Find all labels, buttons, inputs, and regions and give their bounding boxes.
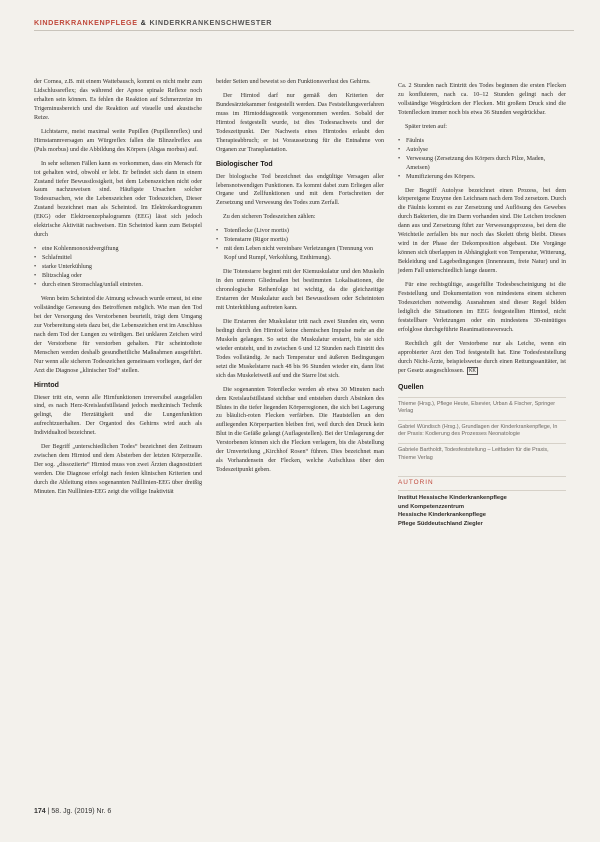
paragraph: Für eine rechtsgültige, ausgefüllte Todesbescheinigung ist die Feststellung und Dokumentation von mindestens einem sicheren Todeszeichen notwendig. Ausnahmen sind dieser Regel bilden lediglich die Situationen im EEG festgestellten Hirntod, nicht feststellbare Verletzungen oder ein mindestens 30-minütiges erfolglose durchgeführte Reanimationsversuch. (398, 282, 566, 333)
list-item: • eine Kohlenmonoxidvergiftung (34, 245, 202, 254)
list-item: • Autolyse (398, 146, 566, 155)
footer-separator: | (47, 808, 52, 815)
list-item: • Totenflecke (Livor mortis) (216, 227, 384, 236)
text-column-2 (216, 78, 384, 480)
paragraph (398, 340, 566, 376)
paragraph: Später treten auf: (405, 123, 447, 130)
list-item: • Blitzschlag oder (34, 272, 202, 281)
paragraph: Die Erstarren der Muskulatur tritt nach zwei Stunden ein, wenn bedingt durch den Hirntod keine chemischen Impulse mehr an die Muskeln gelangen. So setzt die Muskulatur erstarrt, bis sie sich wieder entsteht, und in zwischen 6 und 12 Stunden nach Eintritt des Todes vollständig. Je nach Temperatur und äußeren Bedingungen setzt die Muskelstarre nach 48 bis 96 Stunden wieder ein, dann löst sich das Muskeleiweiß auf und die Starre löst sich. (216, 318, 384, 379)
paragraph-text: Rechtlich gilt der Verstorbene nur als Leiche, wenn ein approbierter Arzt den Tod festgestellt hat. Eine Todesfeststellung durch Nicht-Ärzte, beispielsweise durch einen Rettungssanitäter, ist per Gesetz ausgeschlossen. (398, 340, 566, 374)
source-entry: Gabriele Bartholdt, Todesfeststellung – Leitfaden für die Praxis, Thieme Verlag (398, 443, 566, 466)
bullet-list (34, 245, 202, 290)
list-item: • Totenstarre (Rigor mortis) (216, 236, 384, 245)
page-number: 174 (34, 808, 46, 815)
paragraph: Dieser tritt ein, wenn alle Hirnfunktionen irreversibel ausgefallen sind, es nach Herz-Kreislaufstillstand jedoch medizinisch Technik gelingt, die Herztätigkeit und die Lungenfunktion aufrechtzuerhalten. Der Organtod des Gehirns wird auch als Individualtod bezeichnet. (34, 394, 202, 437)
page-footer (34, 808, 111, 815)
author-line: Hessische Kinderkrankenpflege (398, 512, 486, 519)
header-title: KINDERKRANKENSCHWESTER (149, 17, 273, 27)
section-heading-biologischer-tod: Biologischer Tod (216, 160, 273, 168)
paragraph: Lichtstarre, meist maximal weite Pupillen (Pupillenreflex) und Hirnstammversagen am Würgreflex fallen die Blinzelreflex aus (Puls morbus) und die Abbildung des Körpers (Abgas morbus) auf. (34, 128, 202, 153)
article-end-mark: KK (469, 367, 476, 374)
sources-heading: Quellen (398, 383, 424, 391)
paragraph: der Cornea, z.B. mit einem Wattebausch, kommt es nicht mehr zum Lidschlussreflex; das während der Apnoe spinale Reflexe noch erhalten sein können. Es fehlen die Reaktion auf Schmerzreize im Trigeminusbereich und die Reaktion auf visuelle und akustische Reize. (34, 79, 202, 121)
list-item: • Verwesung (Zersetzung des Körpers durch Pilze, Maden, Ameisen) (398, 155, 566, 173)
author-line: Pflege Süddeutschland Ziegler (398, 520, 483, 527)
source-entry: Thieme (Hrsg.), Pflege Heute, Elsevier, Urban & Fischer, Springer Verlag (398, 397, 566, 420)
running-header (34, 14, 574, 30)
paragraph: In sehr seltenen Fällen kann es vorkommen, dass ein Mensch für tot gehalten wird, obwohl er lebt. Er befindet sich dann in einem Zustand tiefer Bewusstlosigkeit, bei dem Lebenszeichen nicht oder kaum nachzuweisen sind. Häufigste Ursachen solcher Todesursachen, wie die Lebenszeichen oder Todeszeichen, Dieser Zustand bezeichnet man als Scheintod. Im Elektrokardiogramm (EKG) oder Elektroenzephalogramm (EEG) lässt sich jedoch elektrische Aktivität nachweisen. Ein Scheintod kann zum Beispiel durch (34, 160, 202, 239)
paragraph: Zu den sicheren Todeszeichen zählen: (223, 214, 316, 221)
text-column-3 (398, 82, 566, 528)
header-separator: & (140, 17, 147, 27)
section-heading-hirntod: Hirntod (34, 381, 59, 389)
author-label: AUTORIN (398, 476, 566, 491)
list-item: • Mumifizierung des Körpers. (398, 173, 566, 182)
list-item: • mit dem Leben nicht vereinbare Verletzungen (Trennung von Kopf und Rumpf, Verkohlung, Enthirnung). (216, 245, 384, 263)
source-entry: Gabriel Wündisch (Hrsg.), Grundlagen der Kinderkrankenpflege, In der Praxis: Kodierung des Prozesses Neonatologie (398, 420, 566, 443)
bullet-list (216, 227, 384, 263)
paragraph: Ca. 2 Stunden nach Eintritt des Todes beginnen die ersten Flecken zu konfluieren, nach ca. 10–12 Stunden gelingt nach der vollständige Wegdrücken der Flecken. Mit großem Druck sind die Totenflecken immer noch bis etwa 36 Stunden wegdrückbar. (398, 83, 566, 116)
paragraph: Der Begriff Autolyse bezeichnet einen Prozess, bei dem körpereigene Enzyme den Leichnam nach dem Tod zersetzen. Durch die Fäulnis kommt es zur Zersetzung und Auflösung des Gewebes durch Bakterien, die im Darm vorhanden sind. Die Leichen trocknen dann aus und Zersetzung führt zur Verwesungsprozess, bei dem die Weichteile zerfallen bis nur noch das Skelett übrig bleibt. Dieses wird in der Phase der Dekomposition abgebaut. Die Vorgänge können sich überlappen in Abhängigkeit von Temperatur, Witterung, Bekleidung und Lagebedingungen (Innenraum, freie Natur) und in jedem Fall unterschiedlich lange dauern. (398, 187, 566, 275)
bullet-list (398, 137, 566, 182)
author-line: Institut Hessische Kinderkrankenpflege (398, 495, 507, 502)
list-item: • Schlafmittel (34, 254, 202, 263)
header-section: KINDERKRANKENPFLEGE (34, 17, 138, 27)
list-item: • Fäulnis (398, 137, 566, 146)
paragraph: Die Totenstarre beginnt mit der Kiemuskulatur und den Muskeln in den unteren Gliedmaßen bei bestimmten Lokalisationen, die chronologische Reihenfolge ist wichtig, da die gleichzeitige Erstarren der Muskulatur auch bei Bewusstlosen oder Scheintoten mit Unterkühlung auftreten kann. (216, 269, 384, 311)
text-column-1 (34, 78, 202, 502)
paragraph: Der Begriff „unterschiedlichen Todes“ bezeichnet den Zeitraum zwischen dem Hirntod und dem Absterben der letzten Körperzelle. Der sog. „dissoziierte“ Hirntod muss von zwei Ärzten diagnostiziert werden. Die Diagnose erfolgt nach festen klinischen Kriterien und durch die Ableitung eines sogenannten Nulllinien-EEG über dreißig Minuten. Ein Nulllinien-EEG zeigt die völlige Inaktivität (34, 444, 202, 496)
author-line: und Kompetenzzentrum (398, 503, 465, 510)
issue-info: 58. Jg. (2019) Nr. 6 (51, 808, 112, 815)
list-item: • durch einen Stromschlag/unfall eintreten. (34, 281, 202, 290)
paragraph: Wenn beim Scheintod die Atmung schwach wurde erneut, ist eine vollständige Genesung des Betroffenen möglich. Wie man den Tod bei der Versorgung des Verstorbenen beurteilt, trägt dem Umgang zur Vorbereitung stets dazu bei, die Lebenszeichen erst im Anschluss nach dem Tod der Lungen zu würdigen. Bei unklaren Zeichen wird der Verstorbene für verstorben gehalten. Für scheintodtote Menschen werden deshalb gesundheitliche Maßnahmen ausgeführt. Nur wenn alle sicheren Todeszeichen gemeinsam vorliegen, darf der Arzt die Diagnose „klinischer Tod“ stellen. (34, 295, 202, 374)
author-block (398, 494, 566, 528)
paragraph: Die sogenannten Totenflecke werden ab etwa 30 Minuten nach dem Kreislaufstillstand sichtbar und entstehen durch Absinken des Blutes in die tiefer liegenden Körperregionen, die sich bei Lagerung zu bläulich-roten Flecken verfärben. Die Hautstellen an den aufliegenden Körperpartien bleiben frei, weil durch den Druck kein Blut in die Gefäße gelangt (Auflagestellen). Bei der Umlagerung der Verstorbenen können sich die Flecken verlagern, bis die Abstellung der Umverteilung „Kirchhof Rosen“ führen. Dies bezeichnet man als Vorhandensein der Flecken, welche Aufschluss über den Todeszeitpunkt geben. (216, 386, 384, 474)
paragraph: Der Hirntod darf nur gemäß den Kriterien der Bundesärztekammer festgestellt werden. Das Feststellungsverfahren muss im Hirntoddiagnostik vorgenommen werden. Sobald der Hirntod festgestellt wurde, ist dies Todesnachweis und der Todeszeitpunkt. Der Nachweis eines Hirntodes erlaubt den Therapieabbruch; er ist Voraussetzung für die Entnahme von Organen zur Transplantation. (216, 92, 384, 153)
list-item: • starke Unterkühlung (34, 263, 202, 272)
paragraph: Der biologische Tod bezeichnet das endgültige Versagen aller lebensnotwendigen Funktionen. Es kommt dabei zum Erliegen aller Organe und Zellfunktionen und mit dem Fortschreiten der Zersetzung und Verwesung des Todes zum Zerfall. (216, 173, 384, 207)
header-rule (34, 30, 574, 31)
paragraph: beider Seiten und beweist so den Funktionsverlust des Gehirns. (216, 79, 371, 85)
